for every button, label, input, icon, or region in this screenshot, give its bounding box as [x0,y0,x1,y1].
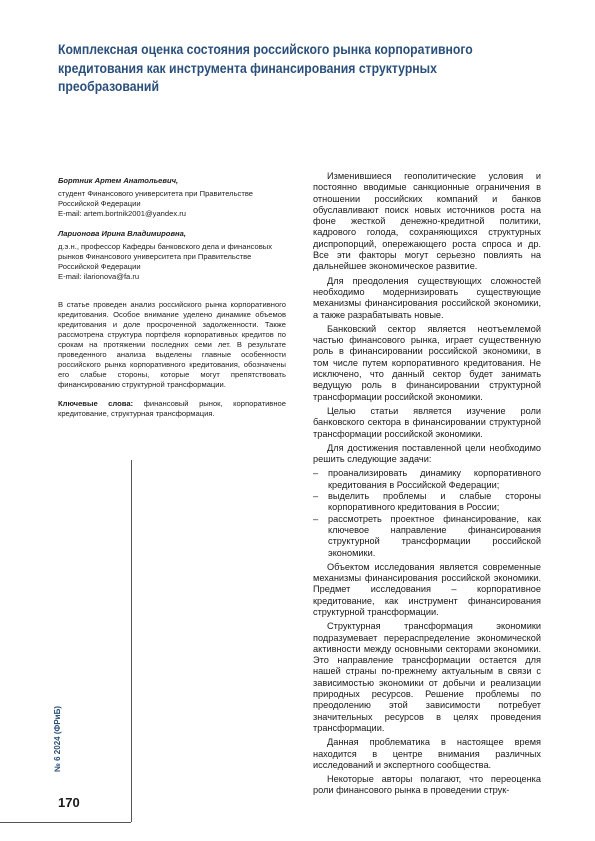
author-name: Ларионова Ирина Владимировна, [58,229,186,238]
author-name: Бортник Артем Анатольевич, [58,176,179,185]
keywords [58,399,286,419]
keywords-label: Ключевые слова: [58,399,134,408]
task-list [313,468,541,558]
article-title: Комплексная оценка состояния российского рынка корпоративного кредитования как инструмента финансирования структурных преобразований [58,42,473,94]
keywords-text: финансовый рынок, корпоративное кредитование, структурная трансформация. [58,399,286,418]
body-paragraph: Изменившиеся геополитические условия и постоянно вводимые санкционные ограничения в отношении российских компаний и банков обуславливают поиск новых источников роста на фоне жесткой денежно-кредитной политики, кадрового голода, сохраняющихся структурных диспропорций, опережающего роста спроса и др. Все эти факторы могут серьезно повлиять на дальнейшее экономическое развитие. [313,171,541,272]
task-list-item: – рассмотреть проектное финансирование, как ключевое направление финансирования структурной трансформации российской экономики. [313,514,541,559]
author-email: E-mail: artem.bortnik2001@yandex.ru [58,209,186,218]
body-paragraph: Данная проблематика в настоящее время находится в центре внимания различных исследований и экспертного сообщества. [313,737,541,770]
body-paragraph: Для достижения поставленной цели необходимо решить следующие задачи: [313,442,541,465]
task-list-item: – проанализировать динамику корпоративного кредитования в Российской Федерации; [313,468,541,491]
body-paragraph: Объектом исследования является современные механизмы финансирования российской экономики. Предмет исследования – корпоративное кредитование, как инструмент финансирования структурной трансформации. [313,561,541,617]
author-affiliation: Российской Федерации [58,262,141,271]
author-block [58,229,286,282]
author-affiliation: Российской Федерации [58,199,141,208]
task-list-item: – выделить проблемы и слабые стороны корпоративного кредитования в России; [313,491,541,514]
author-affiliation: рынков Финансового университета при Правительстве [58,252,252,261]
article-body [313,171,541,800]
page-number: 170 [58,795,80,810]
author-block [58,176,286,219]
margin-divider-vertical [131,460,132,822]
author-affiliation: студент Финансового университета при Правительстве [58,189,254,198]
author-affiliation: д.э.н., профессор Кафедры банковского дела и финансовых [58,242,273,251]
footer-divider-horizontal [0,822,131,823]
body-paragraph: Некоторые авторы полагают, что переоценка роли финансового рынка в проведении струк- [313,774,541,796]
body-paragraph: Структурная трансформация экономики подразумевает перераспределение экономической активности между основными секторами экономики. Это направление трансформации остается для нашей страны по-прежнему актуальным в связи с зависимостью экономики от добычи и реализации природных ресурсов. Решение проблемы по преодолению этой зависимости потребует значительных ресурсов в целях проведения трансформации. [313,621,541,733]
author-info-column [58,176,286,419]
body-paragraph: Банковский сектор является неотъемлемой частью финансового рынка, играет существенную роль в финансировании российской экономики, в том числе путем корпоративного кредитования. Не исключено, что данный сектор будет занимать ведущую роль в финансировании структурной трансформации российской экономики. [313,323,541,402]
body-paragraph: Для преодоления существующих сложностей необходимо модернизировать существующие механизмы финансирования российской экономики, а также разрабатывать новые. [313,275,541,320]
body-paragraph: Целью статьи является изучение роли банковского сектора в финансировании структурной трансформации российской экономики. [313,405,541,439]
abstract: В статье проведен анализ российского рынка корпоративного кредитования. Особое внимание уделено динамике объемов кредитования и доле просроченной задолженности. Также рассмотрена структура портфеля корпоративных кредитов по срокам на протяжении последних семи лет. В результате проведенного анализа выделены главные особенности российского рынка корпоративного кредитования, обозначены его слабые стороны, которые могут препятствовать финансированию структурной трансформации. [58,300,286,389]
issue-label: № 6 2024 (ФРиБ) [53,706,62,772]
author-email: E-mail: ilarionova@fa.ru [58,272,140,281]
